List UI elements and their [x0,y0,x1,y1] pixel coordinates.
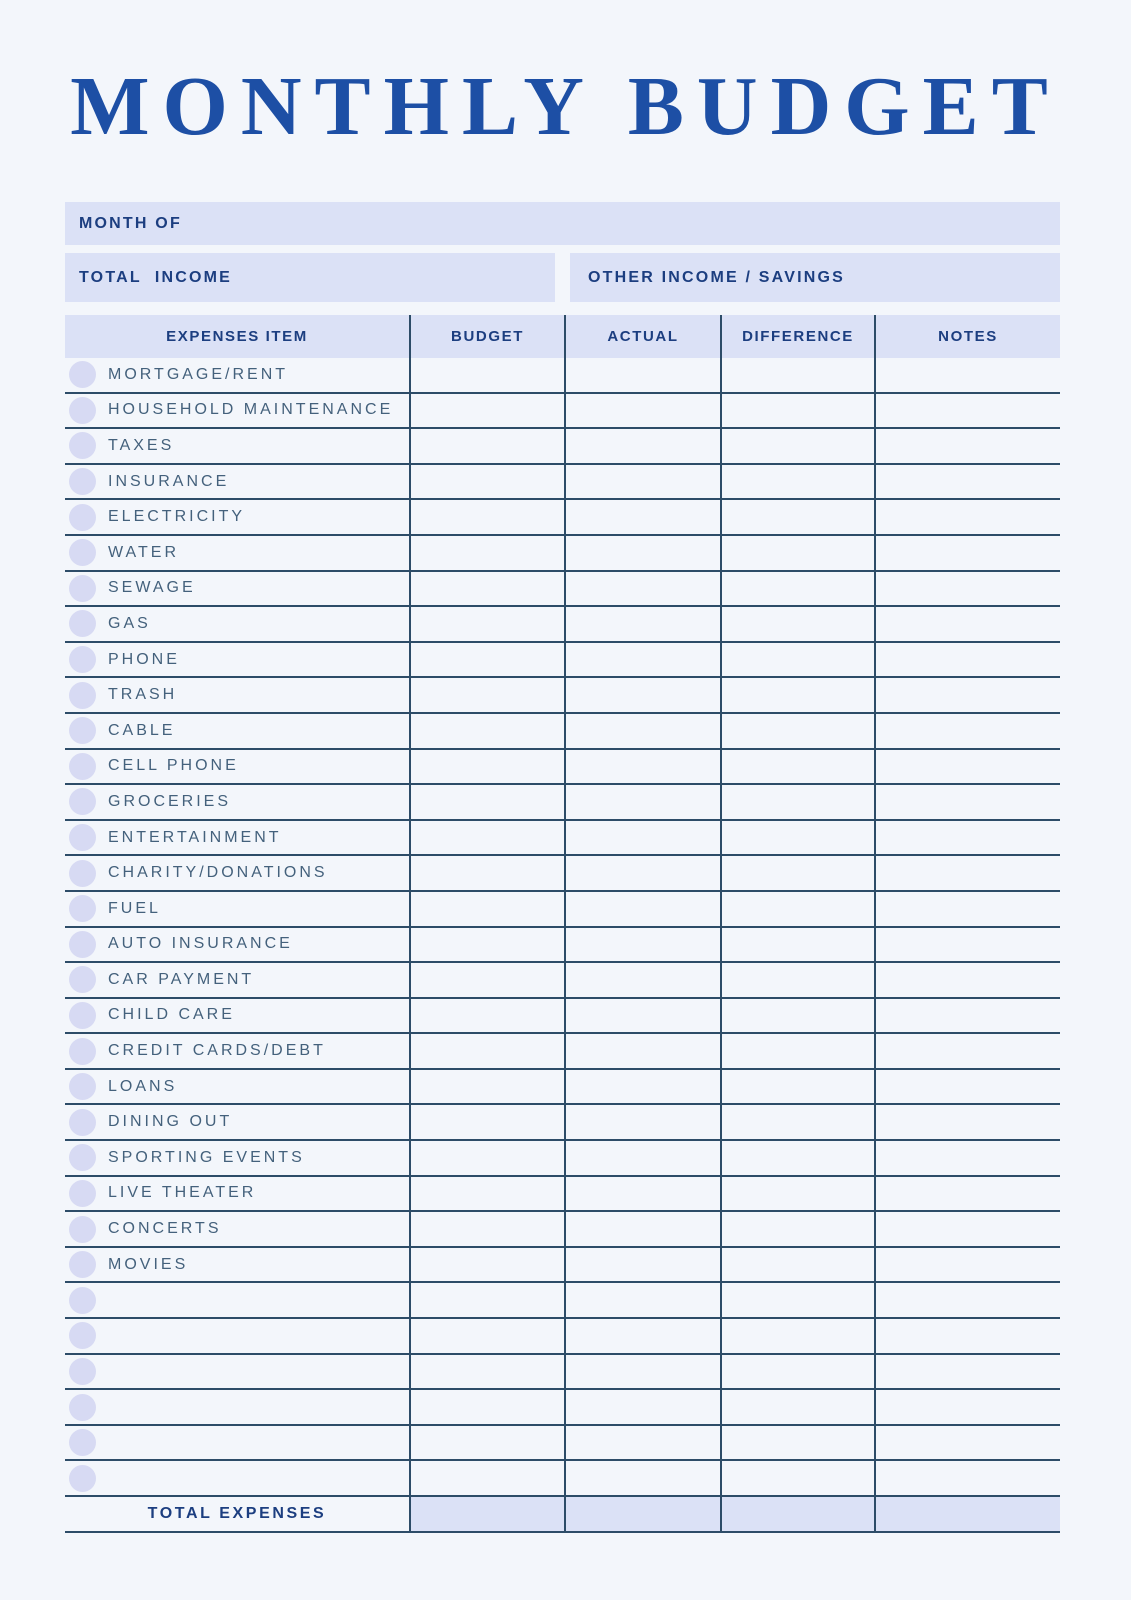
difference-cell [720,572,874,606]
expense-item-cell [65,892,409,926]
difference-cell [720,607,874,641]
notes-cell [874,1105,1060,1139]
bullet-circle-icon [69,1287,96,1314]
difference-cell [720,1070,874,1104]
actual-cell [564,572,720,606]
table-row [65,1319,1060,1355]
budget-cell [409,678,564,712]
actual-cell [564,856,720,890]
bullet-circle-icon [69,397,96,424]
budget-cell [409,928,564,962]
expense-item-label: LOANS [108,1077,178,1095]
notes-cell [874,465,1060,499]
actual-cell [564,358,720,392]
bullet-circle-icon [69,1358,96,1385]
bullet-circle-icon [69,468,96,495]
notes-cell [874,1248,1060,1282]
expense-item-cell [65,1141,409,1175]
budget-cell [409,1461,564,1495]
table-row [65,394,1060,430]
actual-cell [564,1141,720,1175]
budget-cell [409,821,564,855]
actual-cell [564,963,720,997]
notes-cell [874,999,1060,1033]
difference-cell [720,536,874,570]
budget-cell [409,500,564,534]
actual-cell [564,465,720,499]
total-budget-cell [409,1497,564,1531]
total-expenses-row [65,1497,1060,1533]
table-row [65,1070,1060,1106]
expense-item-cell [65,1177,409,1211]
expense-item-cell [65,1283,409,1317]
expense-item-cell [65,963,409,997]
bullet-circle-icon [69,824,96,851]
expense-item-label: WATER [108,543,179,561]
bullet-circle-icon [69,966,96,993]
expense-item-label: GROCERIES [108,792,232,810]
table-row [65,429,1060,465]
budget-cell [409,536,564,570]
actual-cell [564,999,720,1033]
bullet-circle-icon [69,788,96,815]
budget-cell [409,1355,564,1389]
notes-cell [874,821,1060,855]
difference-cell [720,1105,874,1139]
expense-item-label: TAXES [108,436,175,454]
notes-cell [874,1141,1060,1175]
total-expenses-label: TOTAL EXPENSES [147,1505,327,1522]
notes-cell [874,1319,1060,1353]
expense-item-cell [65,785,409,819]
budget-cell [409,714,564,748]
actual-cell [564,394,720,428]
bullet-circle-icon [69,717,96,744]
budget-cell [409,1141,564,1175]
difference-cell [720,892,874,926]
notes-cell [874,1070,1060,1104]
expense-item-label: CREDIT CARDS/DEBT [108,1042,326,1060]
budget-cell [409,643,564,677]
table-row [65,928,1060,964]
actual-cell [564,1212,720,1246]
actual-cell [564,821,720,855]
header-difference: DIFFERENCE [720,315,874,358]
expense-item-cell [65,856,409,890]
budget-cell [409,1034,564,1068]
notes-cell [874,1212,1060,1246]
other-income-savings-field [570,253,1060,302]
bullet-circle-icon [69,361,96,388]
budget-cell [409,892,564,926]
bullet-circle-icon [69,1038,96,1065]
actual-cell [564,536,720,570]
expenses-table [65,315,1060,1533]
expense-item-cell [65,928,409,962]
expense-item-cell [65,500,409,534]
notes-cell [874,750,1060,784]
bullet-circle-icon [69,646,96,673]
notes-cell [874,1355,1060,1389]
table-header-row [65,315,1060,358]
notes-cell [874,1461,1060,1495]
expense-item-cell [65,429,409,463]
notes-cell [874,785,1060,819]
bullet-circle-icon [69,1216,96,1243]
notes-cell [874,1426,1060,1460]
actual-cell [564,1034,720,1068]
expense-item-cell [65,678,409,712]
bullet-circle-icon [69,1465,96,1492]
expense-item-label: GAS [108,614,151,632]
table-row [65,1248,1060,1284]
table-row [65,714,1060,750]
actual-cell [564,429,720,463]
difference-cell [720,678,874,712]
expense-item-cell [65,1355,409,1389]
notes-cell [874,572,1060,606]
expense-item-label: AUTO INSURANCE [108,935,293,953]
budget-cell [409,1248,564,1282]
actual-cell [564,643,720,677]
expense-item-cell [65,394,409,428]
difference-cell [720,394,874,428]
bullet-circle-icon [69,504,96,531]
budget-cell [409,358,564,392]
table-row [65,821,1060,857]
expense-item-label: FUEL [108,899,161,917]
difference-cell [720,1212,874,1246]
actual-cell [564,1070,720,1104]
actual-cell [564,678,720,712]
difference-cell [720,928,874,962]
expense-item-label: SEWAGE [108,579,196,597]
difference-cell [720,1461,874,1495]
difference-cell [720,429,874,463]
difference-cell [720,1426,874,1460]
budget-cell [409,429,564,463]
expense-item-label: CONCERTS [108,1220,222,1238]
expense-item-cell [65,1426,409,1460]
actual-cell [564,1319,720,1353]
difference-cell [720,1319,874,1353]
notes-cell [874,536,1060,570]
bullet-circle-icon [69,1073,96,1100]
actual-cell [564,1283,720,1317]
expense-item-cell [65,750,409,784]
expense-item-cell [65,1034,409,1068]
notes-cell [874,394,1060,428]
bullet-circle-icon [69,753,96,780]
table-row [65,678,1060,714]
table-row [65,465,1060,501]
expense-item-label: CAR PAYMENT [108,970,255,988]
expense-item-cell [65,1212,409,1246]
actual-cell [564,1355,720,1389]
notes-cell [874,1283,1060,1317]
table-row [65,963,1060,999]
difference-cell [720,821,874,855]
expense-rows [65,358,1060,1497]
difference-cell [720,963,874,997]
other-income-savings-label: OTHER INCOME / SAVINGS [588,268,846,286]
table-row [65,1355,1060,1391]
expense-item-cell [65,1070,409,1104]
difference-cell [720,1248,874,1282]
expense-item-cell [65,714,409,748]
expense-item-label: DINING OUT [108,1113,233,1131]
expense-item-cell [65,821,409,855]
budget-cell [409,1390,564,1424]
expense-item-label: CHARITY/DONATIONS [108,864,328,882]
notes-cell [874,963,1060,997]
budget-cell [409,1105,564,1139]
expense-item-cell [65,1105,409,1139]
expense-item-label: PHONE [108,650,180,668]
table-row [65,572,1060,608]
budget-cell [409,607,564,641]
expense-item-label: INSURANCE [108,472,230,490]
bullet-circle-icon [69,575,96,602]
notes-cell [874,358,1060,392]
expense-item-cell [65,999,409,1033]
budget-cell [409,963,564,997]
notes-cell [874,856,1060,890]
bullet-circle-icon [69,682,96,709]
bullet-circle-icon [69,432,96,459]
bullet-circle-icon [69,931,96,958]
table-row [65,1461,1060,1497]
table-row [65,1390,1060,1426]
table-row [65,536,1060,572]
total-income-field [65,253,555,302]
notes-cell [874,643,1060,677]
expense-item-cell [65,465,409,499]
bullet-circle-icon [69,1180,96,1207]
expense-item-label: CABLE [108,721,176,739]
table-row [65,1177,1060,1213]
total-income-label: TOTAL INCOME [79,268,233,286]
bullet-circle-icon [69,1109,96,1136]
header-notes: NOTES [874,315,1060,358]
budget-cell [409,785,564,819]
bullet-circle-icon [69,1429,96,1456]
table-row [65,750,1060,786]
actual-cell [564,1426,720,1460]
notes-cell [874,1034,1060,1068]
total-notes-cell [874,1497,1060,1531]
difference-cell [720,500,874,534]
budget-cell [409,856,564,890]
expense-item-label: ENTERTAINMENT [108,828,282,846]
difference-cell [720,785,874,819]
expense-item-label: MORTGAGE/RENT [108,365,289,383]
budget-cell [409,394,564,428]
actual-cell [564,785,720,819]
actual-cell [564,750,720,784]
actual-cell [564,1177,720,1211]
notes-cell [874,714,1060,748]
bullet-circle-icon [69,1394,96,1421]
bullet-circle-icon [69,1251,96,1278]
difference-cell [720,856,874,890]
actual-cell [564,1248,720,1282]
notes-cell [874,1390,1060,1424]
actual-cell [564,500,720,534]
table-row [65,999,1060,1035]
page-title: MONTHLY BUDGET [70,60,1061,153]
expense-item-cell [65,643,409,677]
budget-cell [409,750,564,784]
actual-cell [564,1390,720,1424]
table-row [65,1141,1060,1177]
expense-item-label: CHILD CARE [108,1006,235,1024]
table-row [65,892,1060,928]
notes-cell [874,607,1060,641]
expense-item-cell [65,572,409,606]
header-expenses-item: EXPENSES ITEM [166,328,308,345]
table-row [65,856,1060,892]
actual-cell [564,892,720,926]
table-row [65,500,1060,536]
actual-cell [564,1105,720,1139]
table-row [65,1034,1060,1070]
actual-cell [564,1461,720,1495]
bullet-circle-icon [69,860,96,887]
difference-cell [720,1177,874,1211]
table-row [65,785,1060,821]
bullet-circle-icon [69,1002,96,1029]
budget-cell [409,572,564,606]
budget-cell [409,1426,564,1460]
notes-cell [874,928,1060,962]
actual-cell [564,607,720,641]
total-actual-cell [564,1497,720,1531]
difference-cell [720,714,874,748]
expense-item-cell [65,536,409,570]
budget-cell [409,465,564,499]
budget-cell [409,999,564,1033]
table-row [65,643,1060,679]
expense-item-cell [65,1390,409,1424]
month-of-field [65,202,1060,245]
expense-item-cell [65,1248,409,1282]
bullet-circle-icon [69,610,96,637]
budget-cell [409,1177,564,1211]
header-budget: BUDGET [409,315,564,358]
difference-cell [720,1390,874,1424]
expense-item-cell [65,358,409,392]
difference-cell [720,465,874,499]
expense-item-label: HOUSEHOLD MAINTENANCE [108,401,394,419]
budget-cell [409,1212,564,1246]
budget-cell [409,1283,564,1317]
difference-cell [720,1283,874,1317]
difference-cell [720,999,874,1033]
bullet-circle-icon [69,895,96,922]
difference-cell [720,643,874,677]
expense-item-label: CELL PHONE [108,757,239,775]
notes-cell [874,678,1060,712]
budget-cell [409,1319,564,1353]
table-row [65,358,1060,394]
expense-item-label: LIVE THEATER [108,1184,257,1202]
notes-cell [874,1177,1060,1211]
actual-cell [564,928,720,962]
difference-cell [720,750,874,784]
total-difference-cell [720,1497,874,1531]
expense-item-cell [65,1319,409,1353]
expense-item-label: SPORTING EVENTS [108,1148,305,1166]
notes-cell [874,500,1060,534]
bullet-circle-icon [69,1322,96,1349]
notes-cell [874,892,1060,926]
bullet-circle-icon [69,539,96,566]
expense-item-label: TRASH [108,686,178,704]
difference-cell [720,1355,874,1389]
table-row [65,607,1060,643]
actual-cell [564,714,720,748]
difference-cell [720,1141,874,1175]
expense-item-label: ELECTRICITY [108,508,246,526]
table-row [65,1283,1060,1319]
notes-cell [874,429,1060,463]
difference-cell [720,1034,874,1068]
expense-item-cell [65,607,409,641]
difference-cell [720,358,874,392]
month-of-label: MONTH OF [79,214,182,232]
expense-item-cell [65,1461,409,1495]
table-row [65,1105,1060,1141]
budget-cell [409,1070,564,1104]
table-row [65,1212,1060,1248]
expense-item-label: MOVIES [108,1255,189,1273]
header-actual: ACTUAL [564,315,720,358]
table-row [65,1426,1060,1462]
bullet-circle-icon [69,1144,96,1171]
